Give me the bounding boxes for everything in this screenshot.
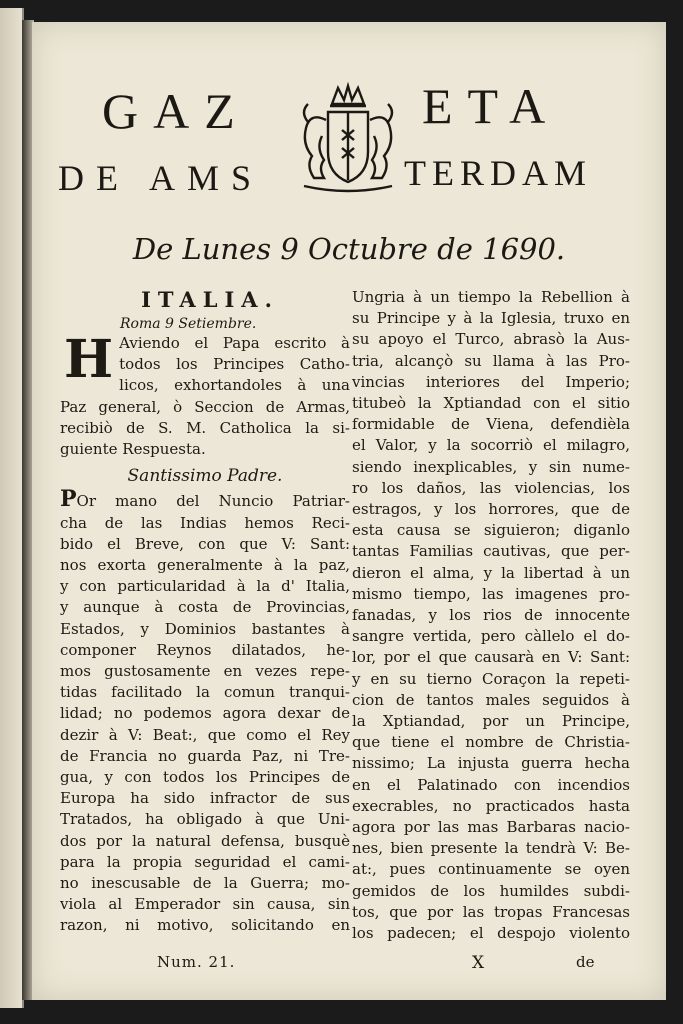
text-line: su Principe y à la Iglesia, truxo en: [352, 309, 630, 328]
text-line: en el Palatinado con incendios: [352, 775, 630, 794]
text-line: nissimo; La injusta guerra hecha: [352, 754, 630, 773]
text-line: bido el Breve, con que V: Sant:: [60, 534, 350, 553]
paragraph-1: [60, 329, 350, 460]
text-line: Tratados, ha obligado à que Uni-: [60, 810, 350, 829]
text-line: cion de tantos males seguidos à: [352, 690, 630, 709]
text-line: tos, que por las tropas Francesas: [352, 902, 630, 921]
text-line: lidad; no podemos agora dexar de: [60, 704, 350, 723]
drop-cap: H: [64, 329, 114, 390]
signature-mark: X: [472, 953, 485, 973]
text-line: at:, pues continuamente se oyen: [352, 860, 630, 879]
text-line: recibiò de S. M. Catholica la si-: [60, 418, 350, 437]
text-line: ro los daños, las violencias, los: [352, 478, 630, 497]
text-line: Paz general, ò Seccion de Armas,: [60, 397, 350, 416]
issue-number: Num. 21.: [157, 953, 236, 971]
masthead-part-1: GAZ: [102, 83, 250, 139]
text-line: mos gustosamente en vezes repe-: [60, 662, 350, 681]
text-line: esta causa se siguieron; diganlo: [352, 521, 630, 540]
text-line: POr mano del Nuncio Patriar-: [60, 486, 350, 513]
text-line: execrables, no practicados hasta: [352, 796, 630, 815]
text-line: y en su tierno Coraçon la repeti-: [352, 669, 630, 688]
text-line: vincias interiores del Imperio;: [352, 372, 630, 391]
text-line: cha de las Indias hemos Reci-: [60, 513, 350, 532]
text-line: tidas facilitado la comun tranqui-: [60, 683, 350, 702]
text-line: licos, exhortandoles à una: [119, 376, 350, 395]
paragraph-2: [60, 486, 350, 936]
salutation: Santissimo Padre.: [127, 466, 283, 487]
coat-of-arms-icon: [294, 82, 402, 198]
dateline: Roma 9 Setiembre.: [120, 316, 257, 332]
text-line: viola al Emperador sin causa, sin: [60, 895, 350, 914]
text-line: agora por las mas Barbaras nacio-: [352, 818, 630, 837]
text-line: fanadas, y los rios de innocente: [352, 606, 630, 625]
text-line: Aviendo el Papa escrito à: [119, 334, 350, 352]
text-line: los padecen; el despojo violento: [352, 924, 630, 943]
drop-cap-2: P: [60, 486, 77, 513]
text-line: Europa ha sido infractor de sus: [60, 789, 350, 808]
text-line: todos los Principes Catho-: [119, 355, 350, 374]
catchword: de: [576, 953, 595, 971]
text-line: tantas Familias cautivas, que per-: [352, 542, 630, 561]
text-line: guiente Respuesta.: [60, 440, 206, 459]
text-line: tria, alcançò su llama à las Pro-: [352, 351, 630, 370]
text-line: dezir à V: Beat:, que como el Rey: [60, 725, 350, 744]
text-line: no inescusable de la Guerra; mo-: [60, 874, 350, 893]
text-line: y con particularidad à la d' Italia,: [60, 577, 350, 596]
text-line: nes, bien presente la tendrà V: Be-: [352, 839, 630, 858]
text-line: la Xptiandad, por un Principe,: [352, 712, 630, 731]
text-line: razon, ni motivo, solicitando en: [60, 916, 350, 935]
text-line: gemidos de los humildes subdi-: [352, 881, 630, 900]
left-column: [60, 287, 350, 937]
text-line: Ungria à un tiempo la Rebellion à: [352, 288, 630, 306]
text-line: gua, y con todos los Principes de: [60, 768, 350, 787]
text-line: para la propia seguridad el cami-: [60, 852, 350, 871]
text-line: que tiene el nombre de Christia-: [352, 733, 630, 752]
text-line: Estados, y Dominios bastantes à: [60, 619, 350, 638]
text-line: titubeò la Xptiandad con el sitio: [352, 394, 630, 413]
masthead-part-3: DE AMS: [58, 158, 264, 198]
section-heading: ITALIA.: [141, 287, 279, 312]
adjacent-page-edge: [0, 8, 24, 1008]
text-line: mismo tiempo, las imagenes pro-: [352, 584, 630, 603]
text-line: su apoyo el Turco, abrasò la Aus-: [352, 330, 630, 349]
text-line: componer Reynos dilatados, he-: [60, 640, 350, 659]
masthead: [32, 22, 666, 266]
text-line: de Francia no guarda Paz, ni Tre-: [60, 746, 350, 765]
text-line: estragos, y los horrores, que de: [352, 500, 630, 519]
newspaper-page: [32, 22, 666, 1000]
masthead-part-4: TERDAM: [404, 153, 592, 193]
text-line: formidable de Viena, defendièla: [352, 415, 630, 434]
issue-date: De Lunes 9 Octubre de 1690.: [132, 232, 566, 266]
masthead-part-2: ETA: [422, 78, 561, 134]
text-line: lor, por el que causarà en V: Sant:: [352, 648, 630, 667]
text-line: dos por la natural defensa, busquè: [60, 831, 350, 850]
text-line: siendo inexplicables, y sin nume-: [352, 457, 630, 476]
text-line: dieron el alma, y la libertad à un: [352, 563, 630, 582]
text-line: sangre vertida, pero càllelo el do-: [352, 627, 630, 646]
text-line: el Valor, y la socorriò el milagro,: [352, 436, 630, 455]
text-line: nos exorta generalmente à la paz,: [60, 556, 350, 575]
text-line: y aunque à costa de Provincias,: [60, 598, 350, 617]
right-column: [352, 287, 630, 944]
